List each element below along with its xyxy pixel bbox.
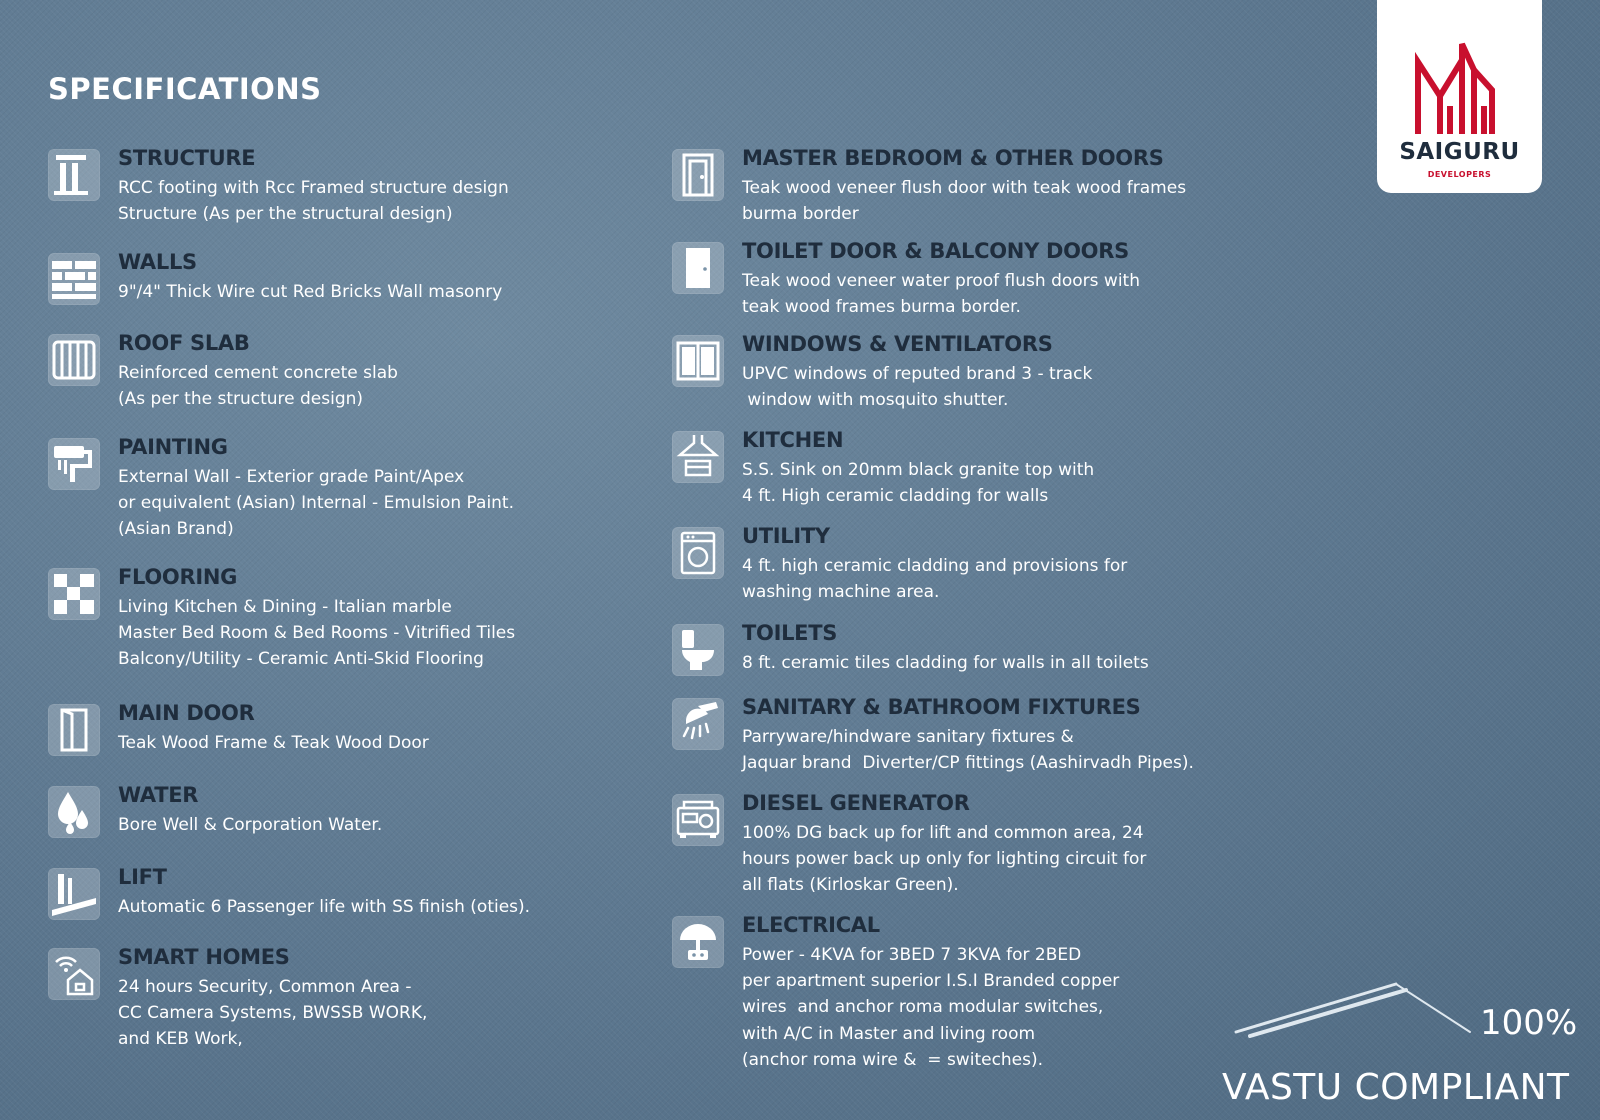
spec-line: wires and anchor roma modular switches, bbox=[742, 997, 1104, 1018]
water-drops-icon bbox=[48, 786, 100, 838]
spec-title: DIESEL GENERATOR bbox=[742, 791, 970, 815]
washing-machine-icon bbox=[672, 527, 724, 579]
spec-line: Reinforced cement concrete slab bbox=[118, 363, 398, 383]
toilet-door-icon bbox=[672, 242, 724, 294]
spec-line: per apartment superior I.S.I Branded copper bbox=[742, 971, 1120, 992]
spec-line: window with mosquito shutter. bbox=[742, 390, 1009, 411]
spec-line: all flats (Kirloskar Green). bbox=[742, 875, 959, 896]
spec-title: TOILETS bbox=[742, 621, 838, 645]
kitchen-hood-icon bbox=[672, 431, 724, 483]
pillar-icon bbox=[48, 149, 100, 201]
building-logo-icon bbox=[1412, 40, 1508, 136]
spec-line: Master Bed Room & Bed Rooms - Vitrified Tiles bbox=[118, 623, 516, 644]
spec-title: STRUCTURE bbox=[118, 146, 256, 170]
spec-title: ELECTRICAL bbox=[742, 913, 880, 937]
spec-line: RCC footing with Rcc Framed structure design bbox=[118, 178, 509, 198]
spec-line: CC Camera Systems, BWSSB WORK, bbox=[118, 1003, 428, 1024]
brand-name: SAIGURU bbox=[1399, 139, 1520, 165]
spec-line: External Wall - Exterior grade Paint/Apex bbox=[118, 467, 465, 487]
spec-line: burma border bbox=[742, 204, 859, 225]
smart-home-icon bbox=[48, 948, 100, 1000]
vastu-percent: 100% bbox=[1480, 1003, 1578, 1043]
spec-title: KITCHEN bbox=[742, 428, 844, 452]
page-title: SPECIFICATIONS bbox=[48, 72, 322, 106]
spec-title: WALLS bbox=[118, 250, 197, 274]
spec-title: MASTER BEDROOM & OTHER DOORS bbox=[742, 146, 1164, 170]
spec-line: with A/C in Master and living room bbox=[742, 1023, 1036, 1044]
spec-line: Teak Wood Frame & Teak Wood Door bbox=[118, 733, 429, 753]
spec-line: Bore Well & Corporation Water. bbox=[118, 815, 383, 835]
toilet-icon bbox=[672, 624, 724, 676]
spec-line: 24 hours Security, Common Area - bbox=[118, 977, 412, 997]
spec-line: Teak wood veneer water proof flush doors with bbox=[742, 271, 1140, 291]
spec-line: washing machine area. bbox=[742, 582, 940, 603]
spec-title: SANITARY & BATHROOM FIXTURES bbox=[742, 695, 1141, 719]
spec-title: MAIN DOOR bbox=[118, 701, 255, 725]
spec-line: 4 ft. High ceramic cladding for walls bbox=[742, 486, 1049, 507]
spec-line: (anchor roma wire & = switeches). bbox=[742, 1049, 1044, 1070]
spec-line: UPVC windows of reputed brand 3 - track bbox=[742, 364, 1093, 384]
brand-logo-card bbox=[1377, 0, 1542, 193]
paint-roller-icon bbox=[48, 438, 100, 490]
brick-wall-icon bbox=[48, 253, 100, 305]
spec-line: teak wood frames burma border. bbox=[742, 297, 1021, 318]
spec-line: 4 ft. high ceramic cladding and provisions for bbox=[742, 556, 1128, 576]
spec-title: SMART HOMES bbox=[118, 945, 290, 969]
generator-icon bbox=[672, 794, 724, 846]
lift-icon bbox=[48, 868, 100, 920]
window-icon bbox=[672, 335, 724, 387]
roof-lines-icon bbox=[1230, 980, 1480, 1040]
spec-title: WINDOWS & VENTILATORS bbox=[742, 332, 1053, 356]
door-icon bbox=[48, 704, 100, 756]
spec-line: Parryware/hindware sanitary fixtures & bbox=[742, 727, 1074, 747]
shower-icon bbox=[672, 698, 724, 750]
spec-title: TOILET DOOR & BALCONY DOORS bbox=[742, 239, 1129, 263]
spec-line: 9"/4" Thick Wire cut Red Bricks Wall masonry bbox=[118, 282, 503, 302]
spec-title: ROOF SLAB bbox=[118, 331, 250, 355]
spec-title: UTILITY bbox=[742, 524, 830, 548]
spec-title: WATER bbox=[118, 783, 199, 807]
electrical-icon bbox=[672, 916, 724, 968]
spec-title: FLOORING bbox=[118, 565, 238, 589]
spec-line: Living Kitchen & Dining - Italian marble bbox=[118, 597, 452, 617]
spec-line: and KEB Work, bbox=[118, 1029, 243, 1050]
spec-line: (Asian Brand) bbox=[118, 519, 234, 540]
spec-line: Jaquar brand Diverter/CP fittings (Aashirvadh Pipes). bbox=[742, 753, 1194, 774]
bedroom-door-icon bbox=[672, 149, 724, 201]
spec-line: Structure (As per the structural design) bbox=[118, 204, 453, 225]
spec-title: LIFT bbox=[118, 865, 167, 889]
spec-line: 8 ft. ceramic tiles cladding for walls in all toilets bbox=[742, 653, 1149, 673]
spec-line: (As per the structure design) bbox=[118, 389, 364, 410]
spec-line: Teak wood veneer flush door with teak wood frames bbox=[742, 178, 1187, 198]
spec-line: Automatic 6 Passenger life with SS finish (oties). bbox=[118, 897, 531, 917]
spec-line: Balcony/Utility - Ceramic Anti-Skid Flooring bbox=[118, 649, 484, 670]
spec-title: PAINTING bbox=[118, 435, 228, 459]
spec-line: or equivalent (Asian) Internal - Emulsion Paint. bbox=[118, 493, 515, 514]
checker-tiles-icon bbox=[48, 568, 100, 620]
spec-line: 100% DG back up for lift and common area, 24 bbox=[742, 823, 1144, 843]
spec-line: Power - 4KVA for 3BED 7 3KVA for 2BED bbox=[742, 945, 1082, 965]
spec-line: hours power back up only for lighting circuit for bbox=[742, 849, 1147, 870]
vastu-label: VASTU COMPLIANT bbox=[1222, 1067, 1570, 1108]
roof-slab-icon bbox=[48, 334, 100, 386]
brand-subtitle: DEVELOPERS bbox=[1427, 170, 1492, 179]
spec-line: S.S. Sink on 20mm black granite top with bbox=[742, 460, 1095, 480]
